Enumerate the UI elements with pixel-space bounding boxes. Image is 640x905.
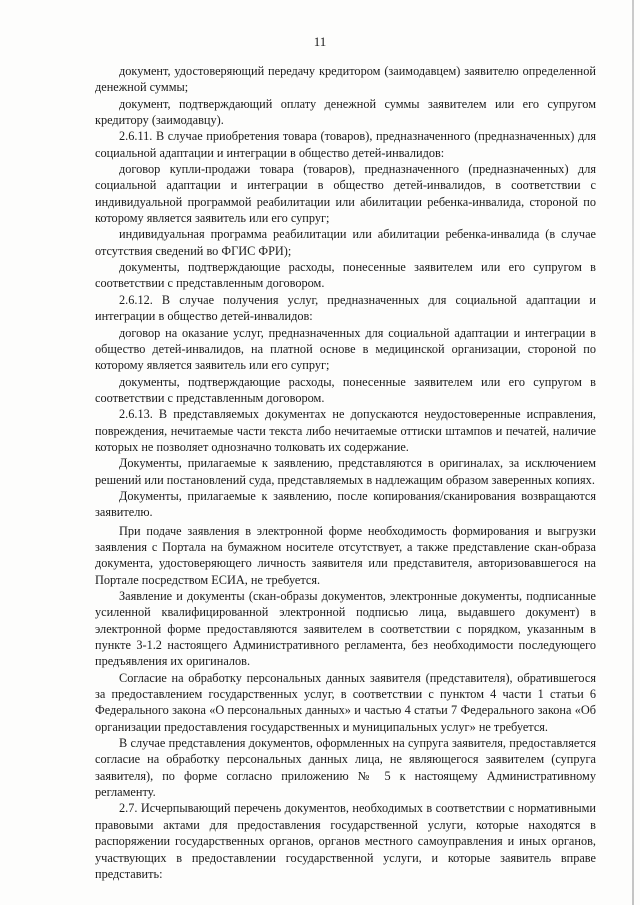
paragraph-electronic-documents: Заявление и документы (скан-образы документов, электронные документы, подписанные усиленной квалифицированной электронной подписью лица, выдавшего документ) в электронной форме предоставляются заявителем в соответствии с порядком, указанным в пункте 3-1.2 настоящего Административного регламента, без необходимости последующего предъявления их оригиналов. (95, 589, 596, 669)
page-edge-shadow (632, 0, 634, 905)
paragraph-2-7: 2.7. Исчерпывающий перечень документов, необходимых в соответствии с нормативными правовыми актами для предоставления государственной услуги, которые находятся в распоряжении государственных органов, органов местного самоуправления и иных органов, участвующих в предоставлении государственной услуги, и которые заявитель вправе представить: (95, 801, 596, 881)
paragraph-individual-program: индивидуальная программа реабилитации или абилитации ребенка-инвалида (в случае отсутствия сведений во ФГИС ФРИ); (95, 227, 596, 258)
paragraph-2-6-11: 2.6.11. В случае приобретения товара (товаров), предназначенного (предназначенных) для социальной адаптации и интеграции в общество детей-инвалидов: (95, 129, 596, 160)
page-number: 11 (313, 34, 327, 49)
paragraph-document-transfer: документ, удостоверяющий передачу кредитором (заимодавцем) заявителю определенной денежной суммы; (95, 64, 596, 95)
paragraph-expense-documents: документы, подтверждающие расходы, понесенные заявителем или его супругом в соответствии с представленным договором. (95, 260, 596, 291)
paragraph-electronic-submission: При подаче заявления в электронной форме необходимость формирования и выгрузки заявления с Портала на бумажном носителе отсутствует, а также представление скан-образа документа, удостоверяющего личность заявителя или представителя, авторизовавшегося на Портале посредством ЕСИА, не требуется. (95, 523, 596, 587)
paragraph-return-documents: Документы, прилагаемые к заявлению, после копирования/сканирования возвращаются заявителю. (95, 488, 596, 520)
paragraph-originals: Документы, прилагаемые к заявлению, представляются в оригиналах, за исключением решений или постановлений суда, представляемых в надлежащим образом заверенных копиях. (95, 456, 596, 487)
paragraph-service-expenses: документы, подтверждающие расходы, понесенные заявителем или его супругом в соответствии с представленным договором. (95, 374, 596, 405)
paragraph-document-payment: документ, подтверждающий оплату денежной суммы заявителем или его супругом кредитору (заимодавцу). (95, 96, 596, 128)
paragraph-2-6-13: 2.6.13. В представляемых документах не допускаются неудостоверенные исправления, повреждения, нечитаемые части текста либо нечитаемые оттиски штампов и печатей, наличие которых не позволяет однозначно толковать их содержание. (95, 407, 596, 454)
paragraph-personal-data-consent: Согласие на обработку персональных данных заявителя (представителя), обратившегося за предоставлением государственных услуг, в соответствии с пунктом 4 части 1 статьи 6 Федерального закона «О персональных данных» и частью 4 статьи 7 Федерального закона «Об организации предоставления государственных и муниципальных услуг» не требуется. (95, 670, 596, 734)
paragraph-spouse-consent: В случае представления документов, оформленных на супруга заявителя, предоставляется согласие на обработку персональных данных лица, не являющегося заявителем (супруга заявителя), по форме согласно приложению № 5 к настоящему Административному регламенту. (95, 736, 596, 800)
paragraph-2-6-12: 2.6.12. В случае получения услуг, предназначенных для социальной адаптации и интеграции в общество детей-инвалидов: (95, 292, 596, 324)
document-body (95, 63, 596, 882)
paragraph-service-contract: договор на оказание услуг, предназначенных для социальной адаптации и интеграции в общество детей-инвалидов, на платной основе в медицинской организации, стороной по которому является заявитель или его супруг; (95, 325, 596, 373)
paragraph-purchase-contract: договор купли-продажи товара (товаров), предназначенного (предназначенных) для социальной адаптации и интеграции в общество детей-инвалидов, в соответствии с индивидуальной программой реабилитации или абилитации ребенка-инвалида, стороной по которому является заявитель или его супруг; (95, 162, 596, 226)
